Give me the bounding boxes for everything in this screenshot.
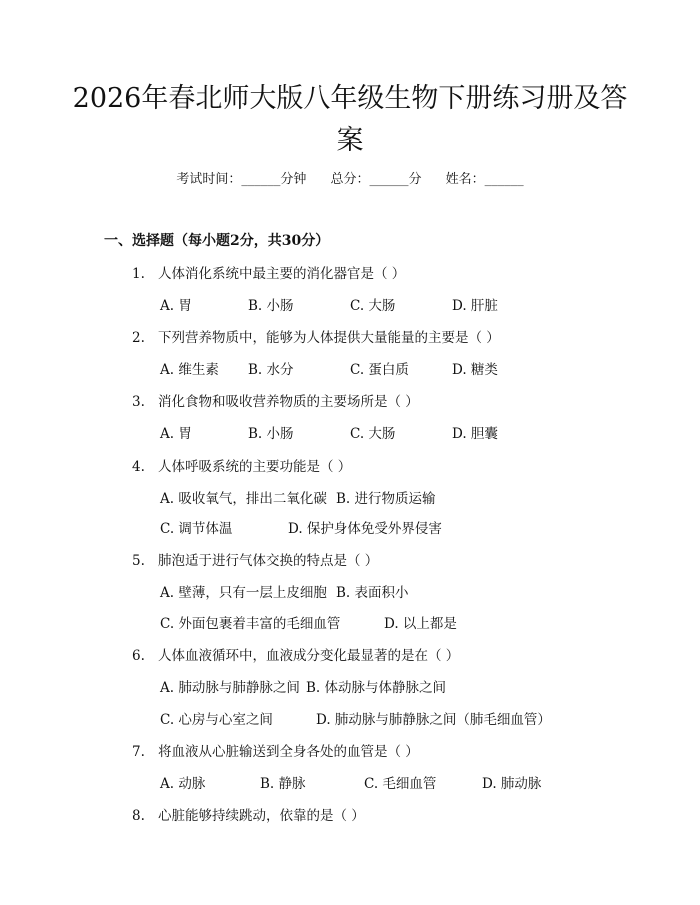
question-4	[132, 455, 351, 475]
question-6	[132, 644, 459, 664]
option-c: C. 大肠	[350, 298, 396, 314]
option-c: C. 蛋白质	[350, 362, 409, 378]
student-name: 姓名：______	[445, 172, 524, 187]
option-d: D. 肺动脉	[482, 776, 542, 792]
option-d: D. 肺动脉与肺静脉之间（肺毛细血管）	[316, 712, 551, 728]
option-c: C. 调节体温	[160, 521, 233, 537]
option-a: A. 维生素	[160, 362, 219, 378]
question-text: 将血液从心脏输送到全身各处的血管是（ ）	[158, 744, 419, 760]
question-number: 5.	[132, 553, 145, 569]
question-text: 心脏能够持续跳动，依靠的是（ ）	[158, 808, 365, 824]
question-8	[132, 804, 365, 824]
option-b: B. 水分	[248, 362, 294, 378]
section-heading: 一、选择题（每小题2分，共30分）	[104, 233, 330, 249]
option-a: A. 壁薄，只有一层上皮细胞	[160, 585, 327, 601]
exam-time: 考试时间：______分钟	[176, 172, 307, 187]
option-a: A. 动脉	[160, 776, 206, 792]
option-b: B. 体动脉与体静脉之间	[306, 680, 447, 696]
option-b: B. 小肠	[248, 298, 294, 314]
question-number: 7.	[132, 744, 145, 760]
exam-meta	[0, 168, 700, 187]
question-7	[132, 740, 419, 760]
question-text: 肺泡适于进行气体交换的特点是（ ）	[158, 553, 379, 569]
option-c: C. 心房与心室之间	[160, 712, 273, 728]
question-number: 1.	[132, 266, 145, 282]
question-number: 2.	[132, 330, 145, 346]
option-d: D. 以上都是	[384, 616, 457, 632]
option-b: B. 进行物质运输	[336, 491, 436, 507]
option-b: B. 表面积小	[336, 585, 409, 601]
question-text: 人体血液循环中，血液成分变化最显著的是在（ ）	[158, 648, 460, 664]
option-c: C. 毛细血管	[364, 776, 437, 792]
option-a: A. 胃	[160, 426, 192, 442]
option-a: A. 肺动脉与肺静脉之间	[160, 680, 300, 696]
question-2	[132, 326, 500, 346]
option-b: B. 小肠	[248, 426, 294, 442]
question-5	[132, 549, 378, 569]
question-number: 3.	[132, 394, 145, 410]
option-a: A. 胃	[160, 298, 192, 314]
option-d: D. 肝脏	[452, 298, 498, 314]
exam-total-score: 总分：______分	[330, 172, 422, 187]
question-1	[132, 262, 405, 282]
option-c: C. 大肠	[350, 426, 396, 442]
option-d: D. 糖类	[452, 362, 498, 378]
question-text: 人体呼吸系统的主要功能是（ ）	[158, 459, 352, 475]
question-number: 8.	[132, 808, 145, 824]
question-3	[132, 390, 419, 410]
question-text: 人体消化系统中最主要的消化器官是（ ）	[158, 266, 406, 282]
question-number: 4.	[132, 459, 145, 475]
option-b: B. 静脉	[260, 776, 306, 792]
question-text: 消化食物和吸收营养物质的主要场所是（ ）	[158, 394, 419, 410]
question-text: 下列营养物质中，能够为人体提供大量能量的主要是（ ）	[158, 330, 500, 346]
question-number: 6.	[132, 648, 145, 664]
option-d: D. 胆囊	[452, 426, 498, 442]
option-d: D. 保护身体免受外界侵害	[288, 521, 442, 537]
option-c: C. 外面包裹着丰富的毛细血管	[160, 616, 341, 632]
option-a: A. 吸收氧气，排出二氧化碳	[160, 491, 327, 507]
document-title: 2026年春北师大版八年级生物下册练习册及答案	[72, 83, 628, 156]
